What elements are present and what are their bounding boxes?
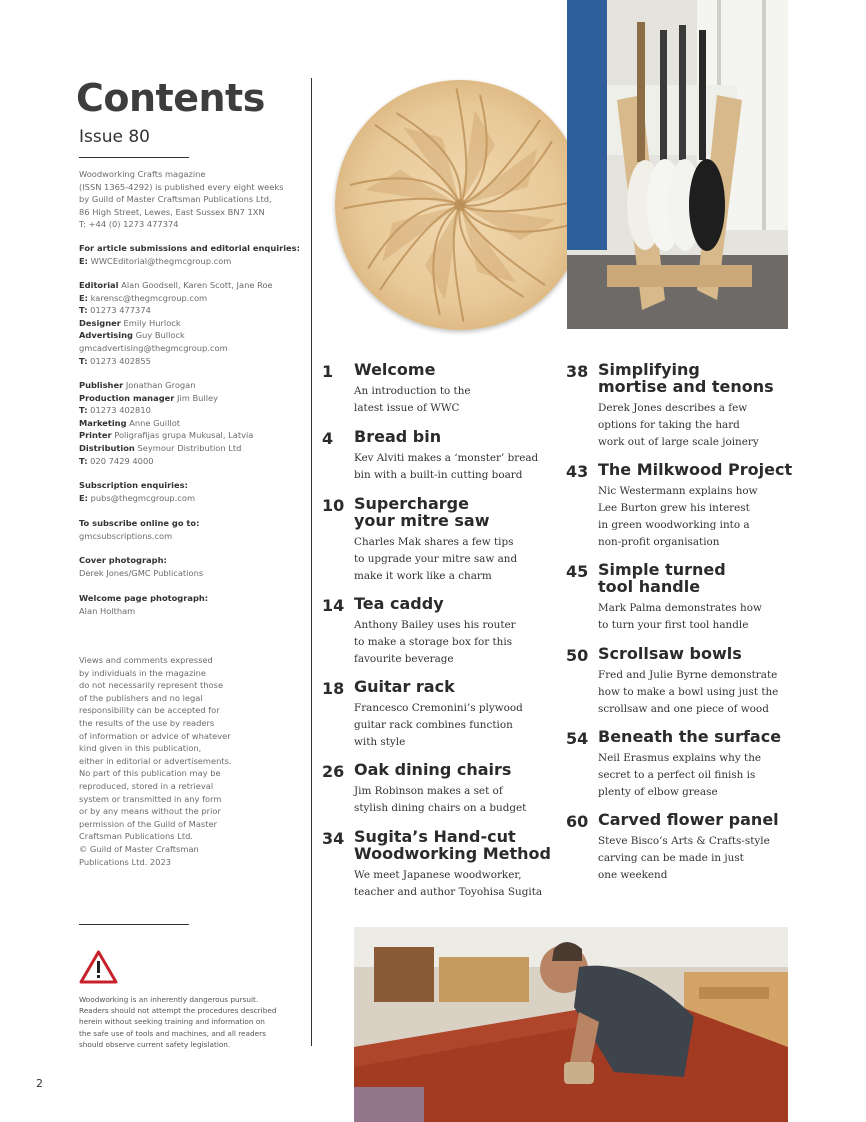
- article-title: your mitre saw: [354, 511, 490, 530]
- article-title: Tea caddy: [354, 594, 444, 613]
- article-description: to upgrade your mitre saw and: [354, 553, 518, 565]
- staff-block: Editorial Alan Goodsell, Karen Scott, Jane Roe E: karensc@thegmcgroup.com T: 01273 477374 Designer Emily Hurlock Advertising Guy Bullock gmcadvertising@thegmcgroup.com T: 01273 402855: [79, 280, 273, 366]
- welcome-photo-credit: Welcome page photograph: Alan Holtham: [79, 593, 209, 616]
- article-title: Guitar rack: [354, 677, 455, 696]
- article-title: Welcome: [354, 360, 436, 379]
- article-page-number: 50: [566, 646, 589, 665]
- article-title: Simplifying: [598, 360, 700, 379]
- workshop-planing-photo: [354, 927, 788, 1122]
- article-page-number: 54: [566, 729, 589, 748]
- article-page-number: 1: [322, 362, 334, 381]
- article-title: Bread bin: [354, 427, 442, 446]
- article-description: Derek Jones describes a few: [598, 402, 748, 414]
- subscription-block: Subscription enquiries: E: pubs@thegmcgroup.com: [79, 480, 196, 503]
- article-description: options for taking the hard: [598, 419, 740, 431]
- disclaimer: Views and comments expressed by individuals in the magazine do not necessarily represent those of the publishers and no legal responsibility can be accepted for the results of the use by readers of information or advice of whatever kind given in this publication, either in editorial or advertisements. No part of this publication may be reproduced, stored in a retrieval system or transmitted in any form or by any means without the prior permission of the Guild of Master Craftsman Publications Ltd. © Guild of Master Craftsman Publications Ltd. 2023: [79, 655, 232, 867]
- article-page-number: 26: [322, 762, 345, 781]
- article-description: to turn your first tool handle: [598, 619, 749, 631]
- article-beneath-the-surface[interactable]: [566, 729, 786, 801]
- subscribe-online-block: To subscribe online go to: gmcsubscriptions.com: [79, 518, 200, 541]
- article-description: latest issue of WWC: [354, 402, 460, 414]
- article-title: Oak dining chairs: [354, 760, 512, 779]
- production-block: Publisher Jonathan Grogan Production manager Jim Bulley T: 01273 402810 Marketing Anne Guillot Printer Poligrafijas grupa Mukusal, Latvia Distribution Seymour Distribution Ltd T: 020 7429 4000: [79, 380, 254, 466]
- article-oak-dining-chairs[interactable]: [322, 762, 542, 818]
- safety-warning: Woodworking is an inherently dangerous pursuit. Readers should not attempt the procedures described herein without seeking training and information on the safe use of tools and machines, and all readers should observe current safety legislation.: [79, 995, 277, 1049]
- article-page-number: 4: [322, 429, 334, 448]
- article-description: bin with a built-in cutting board: [354, 469, 523, 481]
- article-sugita-hand-cut[interactable]: [322, 827, 551, 901]
- article-bread-bin[interactable]: [322, 429, 542, 481]
- guitar-rack-photo: [567, 0, 788, 329]
- subscription-email[interactable]: pubs@thegmcgroup.com: [90, 492, 196, 503]
- article-page-number: 38: [566, 362, 589, 381]
- article-description: favourite beverage: [354, 653, 454, 665]
- article-title: The Milkwood Project: [598, 460, 793, 479]
- issue-number: Issue 80: [79, 127, 150, 147]
- title-divider: [79, 157, 189, 158]
- cover-photo-credit: Cover photograph: Derek Jones/GMC Publications: [79, 555, 204, 578]
- article-description: Kev Alviti makes a ‘monster’ bread: [354, 452, 539, 464]
- article-milkwood-project[interactable]: [566, 460, 793, 550]
- chip-carved-rosette-image: [335, 80, 585, 330]
- article-simplifying-mortise-tenons[interactable]: [566, 362, 786, 450]
- article-description: An introduction to the: [354, 385, 471, 397]
- article-page-number: 18: [322, 679, 345, 698]
- article-page-number: 45: [566, 562, 589, 581]
- subscribe-url[interactable]: gmcsubscriptions.com: [79, 530, 173, 541]
- article-title: Carved flower panel: [598, 810, 779, 829]
- article-title: Simple turned: [598, 560, 726, 579]
- article-description: We meet Japanese woodworker,: [354, 869, 522, 881]
- article-description: guitar rack combines function: [354, 719, 513, 731]
- article-description: Fred and Julie Byrne demonstrate: [598, 669, 778, 681]
- article-title: mortise and tenons: [598, 377, 774, 396]
- article-description: one weekend: [598, 869, 668, 881]
- article-description: carving can be made in just: [598, 852, 744, 864]
- article-guitar-rack[interactable]: [322, 679, 542, 751]
- article-description: stylish dining chairs on a budget: [354, 802, 527, 814]
- article-description: how to make a bowl using just the: [598, 686, 779, 698]
- article-supercharge-mitre-saw[interactable]: [322, 496, 542, 584]
- article-description: to make a storage box for this: [354, 636, 513, 648]
- article-welcome[interactable]: [322, 362, 542, 422]
- article-title: Woodworking Method: [354, 844, 551, 863]
- submissions-block: For article submissions and editorial enquiries: E: WWCEditorial@thegmcgroup.com: [79, 243, 300, 266]
- editorial-email[interactable]: karensc@thegmcgroup.com: [90, 292, 208, 303]
- article-description: Steve Bisco’s Arts & Crafts-style: [598, 835, 770, 847]
- article-description: non-profit organisation: [598, 536, 720, 548]
- article-description: scrollsaw and one piece of wood: [598, 703, 769, 715]
- article-description: with style: [354, 736, 406, 748]
- article-title: Beneath the surface: [598, 727, 782, 746]
- article-scrollsaw-bowls[interactable]: [566, 646, 786, 718]
- warning-triangle-icon: [79, 950, 118, 984]
- article-description: work out of large scale joinery: [598, 436, 759, 448]
- publisher-info: Woodworking Crafts magazine (ISSN 1365-4292) is published every eight weeks by Guild of Master Craftsman Publications Ltd, 86 High Street, Lewes, East Sussex BN7 1XN T: +44 (0) 1273 477374: [79, 169, 284, 230]
- article-description: in green woodworking into a: [598, 519, 750, 531]
- article-description: Charles Mak shares a few tips: [354, 536, 514, 548]
- warning-divider: [79, 924, 189, 925]
- page-number: 2: [36, 1077, 43, 1090]
- article-description: Anthony Bailey uses his router: [354, 619, 516, 631]
- article-tea-caddy[interactable]: [322, 596, 542, 668]
- article-page-number: 43: [566, 462, 589, 481]
- article-title: tool handle: [598, 577, 701, 596]
- article-description: Nic Westermann explains how: [598, 485, 758, 497]
- article-description: Mark Palma demonstrates how: [598, 602, 762, 614]
- submissions-email[interactable]: WWCEditorial@thegmcgroup.com: [90, 255, 232, 266]
- page-title: Contents: [76, 76, 265, 120]
- article-page-number: 10: [322, 496, 345, 515]
- article-description: Jim Robinson makes a set of: [354, 785, 503, 797]
- article-description: teacher and author Toyohisa Sugita: [354, 886, 543, 898]
- article-description: Francesco Cremonini’s plywood: [354, 702, 523, 714]
- advertising-email[interactable]: gmcadvertising@thegmcgroup.com: [79, 342, 228, 353]
- article-title: Scrollsaw bowls: [598, 644, 742, 663]
- article-page-number: 34: [322, 829, 345, 848]
- article-title: Sugita’s Hand-cut: [354, 827, 516, 846]
- article-title: Supercharge: [354, 494, 469, 513]
- article-simple-turned-tool-handle[interactable]: [566, 562, 786, 634]
- article-carved-flower-panel[interactable]: [566, 812, 786, 884]
- article-page-number: 14: [322, 596, 345, 615]
- article-description: Neil Erasmus explains why the: [598, 752, 762, 764]
- article-page-number: 60: [566, 812, 589, 831]
- article-description: secret to a perfect oil finish is: [598, 769, 756, 781]
- article-description: make it work like a charm: [354, 570, 492, 582]
- article-description: Lee Burton grew his interest: [598, 502, 750, 514]
- article-description: plenty of elbow grease: [598, 786, 718, 798]
- column-divider: [311, 78, 312, 1046]
